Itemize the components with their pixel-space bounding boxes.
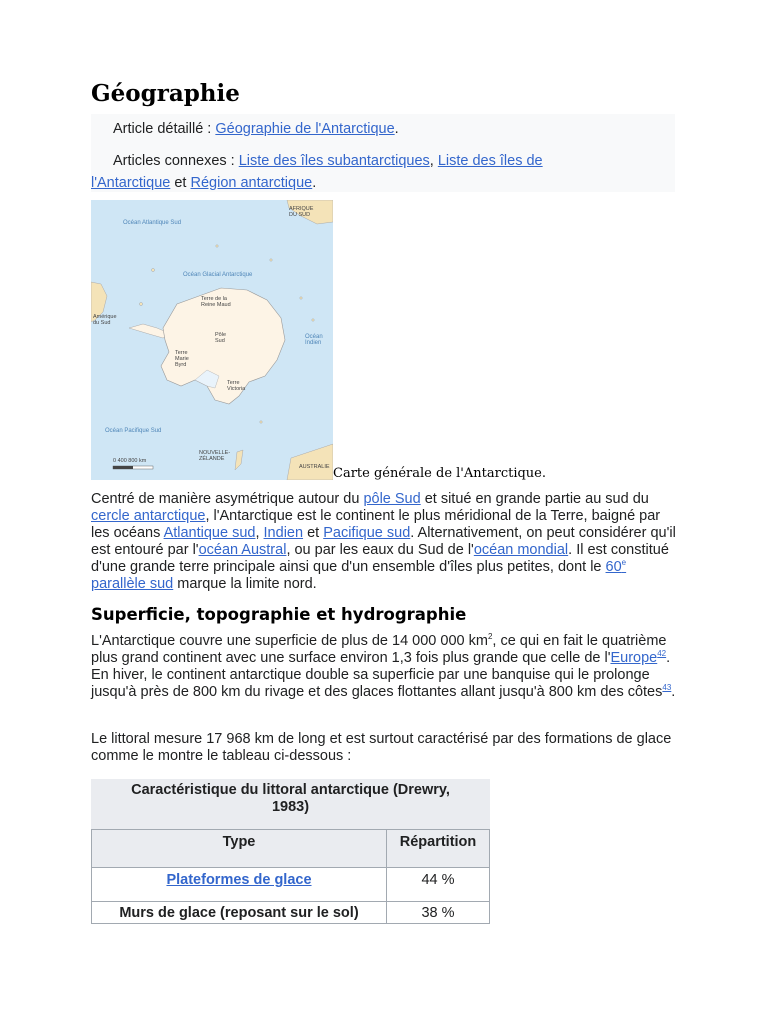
hatnote-related-articles: Articles connexes : Liste des îles subantarctiques, Liste des îles de l'Antarctique et Région antarctique.: [91, 153, 543, 191]
map-graphic: [91, 200, 333, 480]
link-60e-parallele-sud[interactable]: 60e parallèle sud: [91, 558, 627, 592]
map-label-glacial: Océan Glacial Antarctique: [183, 272, 253, 278]
paragraph-superficie: L'Antarctique couvre une superficie de plus de 14 000 000 $km^2$, ce qui en fait le quatrième plus grand continent avec une surface environ 1,3 fois plus grande que celle de l'Europe$^{42}$. En hiver, le continent antarctique double sa superficie par une banquise qui le prolonge jusqu'à près de 800 km du rivage et des glaces flottantes allant jusqu'à 800 km des côtes$^{43}$.: [91, 632, 676, 700]
map-label-victoria: Terre Victoria: [227, 380, 246, 392]
cell-value: 38 %: [387, 902, 490, 924]
paragraph-intro: Centré de manière asymétrique autour du pôle Sud et situé en grande partie au sud du cercle antarctique, l'Antarctique est le continent le plus méridional de la Terre, baigné par les océans Atlantique sud, Indien et Pacifique sud. Alternativement, on peut considérer qu'il est entouré par l'océan Austral, ou par les eaux du Sud de l'océan mondial. Il est constitué d'une grande terre principale ainsi que d'un ensemble d'îles plus petites, dont le 60e parallèle sud marque la limite nord.: [91, 491, 676, 592]
cell-type: Murs de glace (reposant sur le sol): [92, 902, 387, 924]
header-type: Type: [92, 830, 387, 868]
link-geographie-antarctique[interactable]: Géographie de l'Antarctique: [215, 121, 395, 137]
map-label-nz: NOUVELLE-ZÉLANDE: [199, 450, 231, 462]
map-label-marie-byrd: Terre Marie Byrd: [175, 350, 189, 368]
link-plateformes-de-glace[interactable]: Plateformes de glace: [166, 872, 312, 888]
link-pacifique-sud[interactable]: Pacifique sud: [323, 525, 411, 541]
link-cercle-antarctique[interactable]: cercle antarctique: [91, 508, 206, 524]
link-europe[interactable]: Europe: [610, 650, 658, 666]
table-header-row: [92, 830, 490, 868]
map-label-pole: Pôle Sud: [215, 332, 227, 344]
map-label-australie: AUSTRALIE: [299, 464, 330, 470]
table-row: [92, 902, 490, 924]
header-repartition: Répartition: [387, 830, 490, 868]
hatnote: [91, 114, 675, 192]
map-label-amerique: Amérique du Sud: [93, 314, 117, 326]
map-label-afrique: AFRIQUE DU SUD: [289, 206, 314, 218]
ref-43[interactable]: 43: [662, 683, 672, 693]
link-region-antarctique[interactable]: Région antarctique: [190, 175, 313, 191]
map-scale-label: 0 400 800 km: [113, 458, 147, 464]
ref-42[interactable]: 42: [657, 649, 667, 659]
link-atlantique-sud[interactable]: Atlantique sud: [163, 525, 256, 541]
paragraph-littoral: Le littoral mesure 17 968 km de long et est surtout caractérisé par des formations de glace comme le montre le tableau ci-dessous :: [91, 731, 672, 764]
map-caption: Carte générale de l'Antarctique.: [333, 466, 547, 481]
cell-value: 44 %: [387, 868, 490, 902]
antarctica-map[interactable]: [91, 200, 333, 480]
link-ocean-mondial[interactable]: océan mondial: [473, 542, 569, 558]
hatnote-detailed-article: Article détaillé : Géographie de l'Antarctique.: [113, 121, 399, 137]
section-title: Géographie: [91, 80, 240, 107]
cell-type: [92, 868, 387, 902]
link-pole-sud[interactable]: pôle Sud: [363, 491, 421, 507]
subsection-title: Superficie, topographie et hydrographie: [91, 605, 467, 624]
link-iles-subantarctiques[interactable]: Liste des îles subantarctiques: [238, 153, 430, 169]
map-label-pacifique: Océan Pacifique Sud: [105, 428, 162, 434]
link-ocean-austral[interactable]: océan Austral: [198, 542, 287, 558]
map-label-indien: Océan Indien: [305, 334, 323, 346]
map-label-reine-maud: Terre de la Reine Maud: [201, 296, 231, 308]
coastline-table: [91, 779, 490, 924]
table-row: [92, 868, 490, 902]
link-indien[interactable]: Indien: [263, 525, 304, 541]
link-iles-antarctique[interactable]: Liste des îles de l'Antarctique: [91, 153, 543, 191]
map-label-atlantic: Océan Atlantique Sud: [123, 220, 182, 226]
table-caption: Caractéristique du littoral antarctique (Drewry, 1983): [91, 779, 490, 829]
